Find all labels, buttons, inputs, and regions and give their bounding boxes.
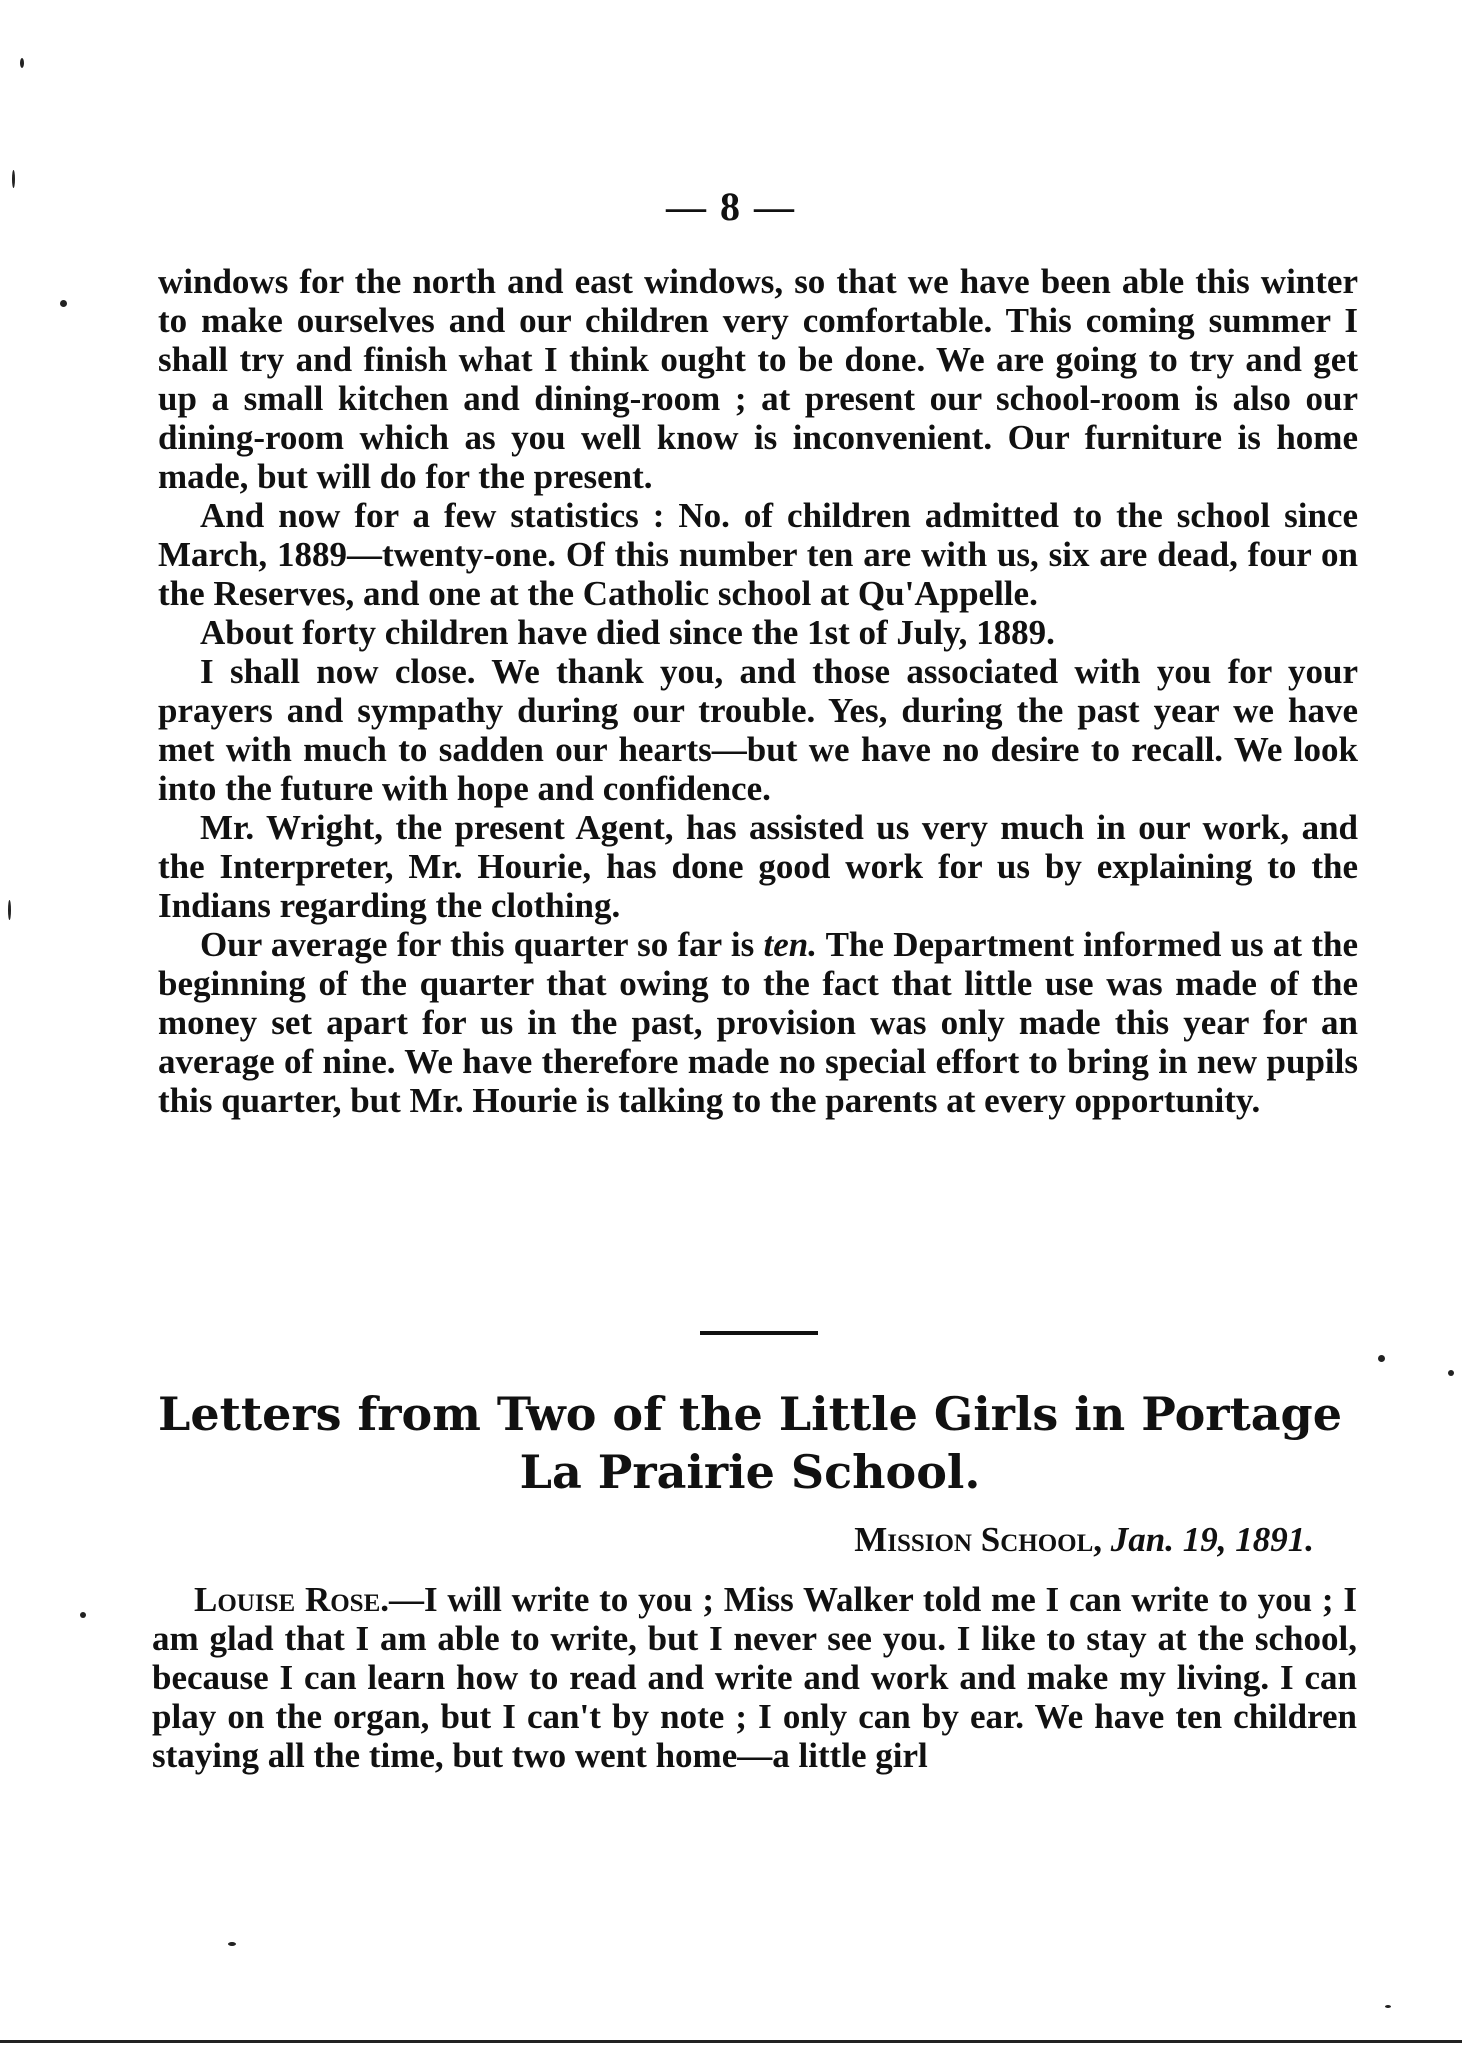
paragraph-average [158, 925, 1358, 1120]
letter-paragraph [152, 1580, 1357, 1775]
paragraph-agent: Mr. Wright, the present Agent, has assisted us very much in our work, and the Interpreter, Mr. Hourie, has done good work for us by explaining to the Indians regarding the clothing. [158, 808, 1358, 925]
paragraph-closing: I shall now close. We thank you, and those associated with you for your prayers and sympathy during our trouble. Yes, during the past year we have met with much to sadden our hearts—but we have no desire to recall. We look into the future with hope and confidence. [158, 652, 1358, 808]
dateline-date: Jan. 19, 1891. [1110, 1520, 1314, 1559]
page-bottom-edge [0, 2040, 1462, 2043]
ink-speck [1378, 1355, 1385, 1362]
letter-author: Louise Rose. [194, 1580, 389, 1619]
ink-speck [60, 300, 67, 307]
page-number: — 8 — [666, 184, 796, 229]
paragraph-windows: windows for the north and east windows, so that we have been able this winter to make ourselves and our children very comfortable. This coming summer I shall try and finish what I think ought to be done. We are going to try and get up a small kitchen and dining-room ; at present our school-room is also our dining-room which as you well know is inconvenient. Our furniture is home made, but will do for the present. [158, 262, 1358, 496]
dateline [854, 1520, 1314, 1560]
paragraph-deaths: About forty children have died since the 1st of July, 1889. [200, 613, 1055, 652]
ink-speck [228, 1942, 236, 1946]
ink-speck [20, 58, 24, 68]
paragraph-statistics: And now for a few statistics : No. of children admitted to the school since March, 1889—twenty-one. Of this number ten are with us, six are dead, four on the Reserves, and one at the Catholic school at Qu'Appelle. [158, 496, 1358, 613]
ink-speck [12, 170, 15, 188]
ink-speck [1448, 1370, 1454, 1376]
ink-speck [80, 1612, 86, 1618]
average-text-before: Our average for this quarter so far is [200, 925, 764, 964]
ink-speck [1385, 2005, 1391, 2008]
letter-body [152, 1580, 1357, 1775]
report-body [158, 262, 1358, 1120]
average-emphasis: ten. [763, 925, 817, 964]
section-heading: Letters from Two of the Little Girls in Portage La Prairie School. [158, 1387, 1342, 1499]
section-divider [700, 1331, 818, 1335]
ink-speck [8, 900, 11, 920]
letter-text: —I will write to you ; Miss Walker told me I can write to you ; I am glad that I am able to write, but I never see you. I like to stay at the school, because I can learn how to read and write and work and make my living. I can play on the organ, but I can't by note ; I only can by ear. We have ten children staying all the time, but two went home—a little girl [152, 1580, 1357, 1775]
average-text-after: The Department informed us at the beginning of the quarter that owing to the fact that little use was made of the money set apart for us in the past, provision was only made this year for an average of nine. We have therefore made no special effort to bring in new pupils this quarter, but Mr. Hourie is talking to the parents at every opportunity. [158, 925, 1358, 1120]
dateline-place: Mission School, [854, 1520, 1103, 1559]
